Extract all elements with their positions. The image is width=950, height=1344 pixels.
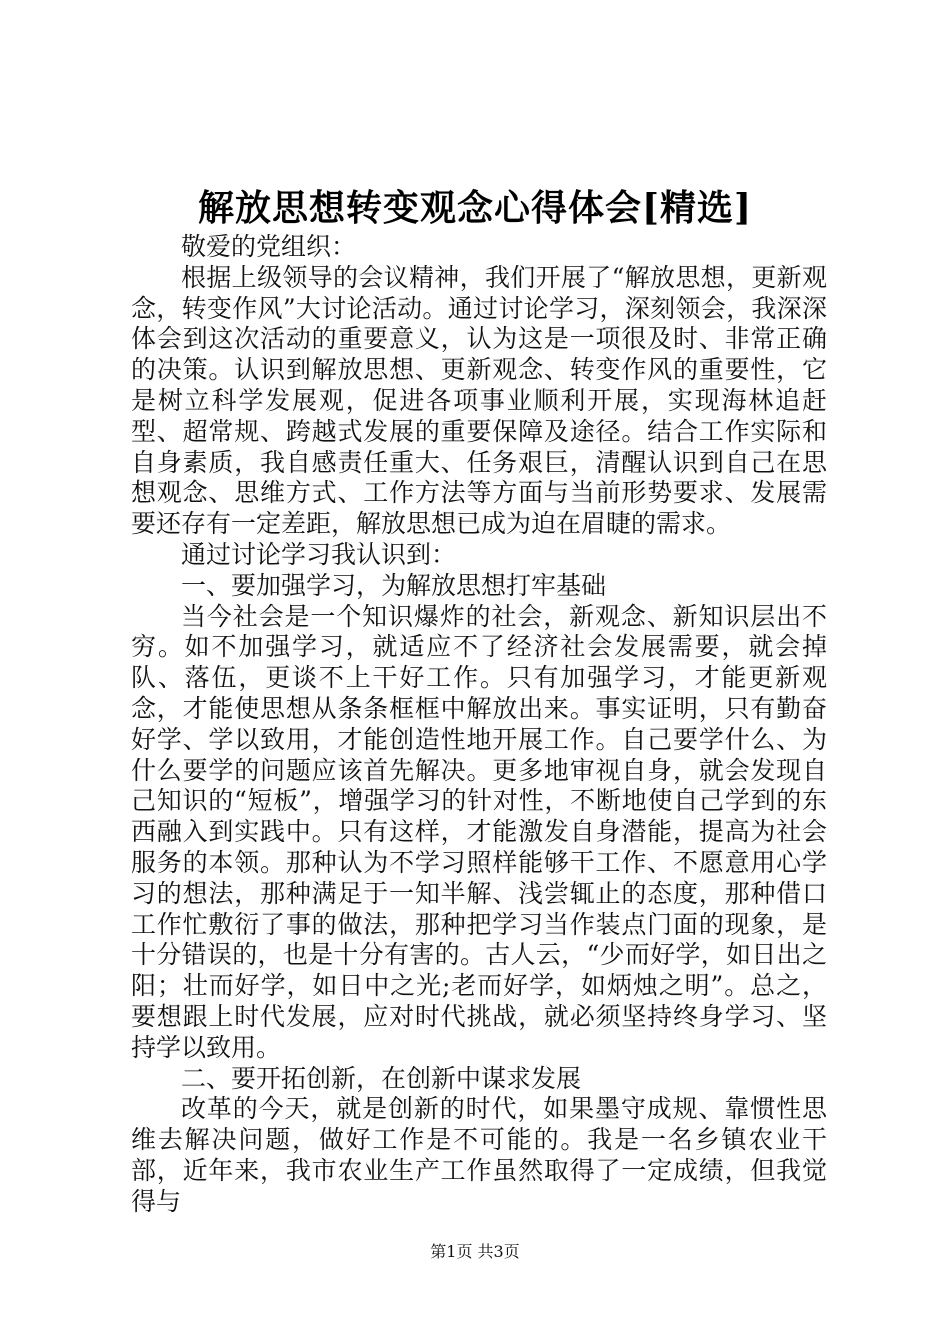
page-number-footer: 第1页 共3页 [430,1242,520,1261]
salutation: 敬爱的党组织： [181,232,357,261]
paragraph-section-2: 改革的今天，就是创新的时代，如果墨守成规、靠惯性思维去解决问题，做好工作是不可能的。我是一名乡镇农业干部，近年来，我市农业生产工作虽然取得了一定成绩，但我觉得与 [131,1094,827,1216]
document-body [131,232,827,1218]
section-heading-2: 二、要开拓创新，在创新中谋求发展 [181,1063,582,1093]
paragraph-lead: 通过讨论学习我认识到： [181,539,457,569]
document-title: 解放思想转变观念心得体会[精选] [197,187,753,229]
section-heading-1: 一、要加强学习，为解放思想打牢基础 [181,570,607,600]
paragraph-intro: 根据上级领导的会议精神，我们开展了“解放思想，更新观念，转变作风”大讨论活动。通过讨论学习，深刻领会，我深深体会到这次活动的重要意义，认为这是一项很及时、非常正确的决策。认识到解放思想、更新观念、转变作风的重要性，它是树立科学发展观，促进各项事业顺利开展，实现海林追赶型、超常规、跨越式发展的重要保障及途径。结合工作实际和自身素质，我自感责任重大、任务艰巨，清醒认识到自己在思想观念、思维方式、工作方法等方面与当前形势要求、发展需要还存有一定差距，解放思想已成为迫在眉睫的需求。 [131,262,827,539]
paragraph-section-1: 当今社会是一个知识爆炸的社会，新观念、新知识层出不穷。如不加强学习，就适应不了经济社会发展需要，就会掉队、落伍，更谈不上干好工作。只有加强学习，才能更新观念，才能使思想从条条框框中解放出来。事实证明，只有勤奋好学、学以致用，才能创造性地开展工作。自己要学什么、为什么要学的问题应该首先解决。更多地审视自身，就会发现自己知识的“短板”，增强学习的针对性，不断地使自己学到的东西融入到实践中。只有这样，才能激发自身潜能，提高为社会服务的本领。那种认为不学习照样能够干工作、不愿意用心学习的想法，那种满足于一知半解、浅尝辄止的态度，那种借口工作忙敷衍了事的做法，那种把学习当作装点门面的现象，是十分错误的，也是十分有害的。古人云，“少而好学，如日出之阳；壮而好学，如日中之光;老而好学，如炳烛之明”。总之，要想跟上时代发展，应对时代挑战，就必须坚持终身学习、坚持学以致用。 [131,601,827,1062]
